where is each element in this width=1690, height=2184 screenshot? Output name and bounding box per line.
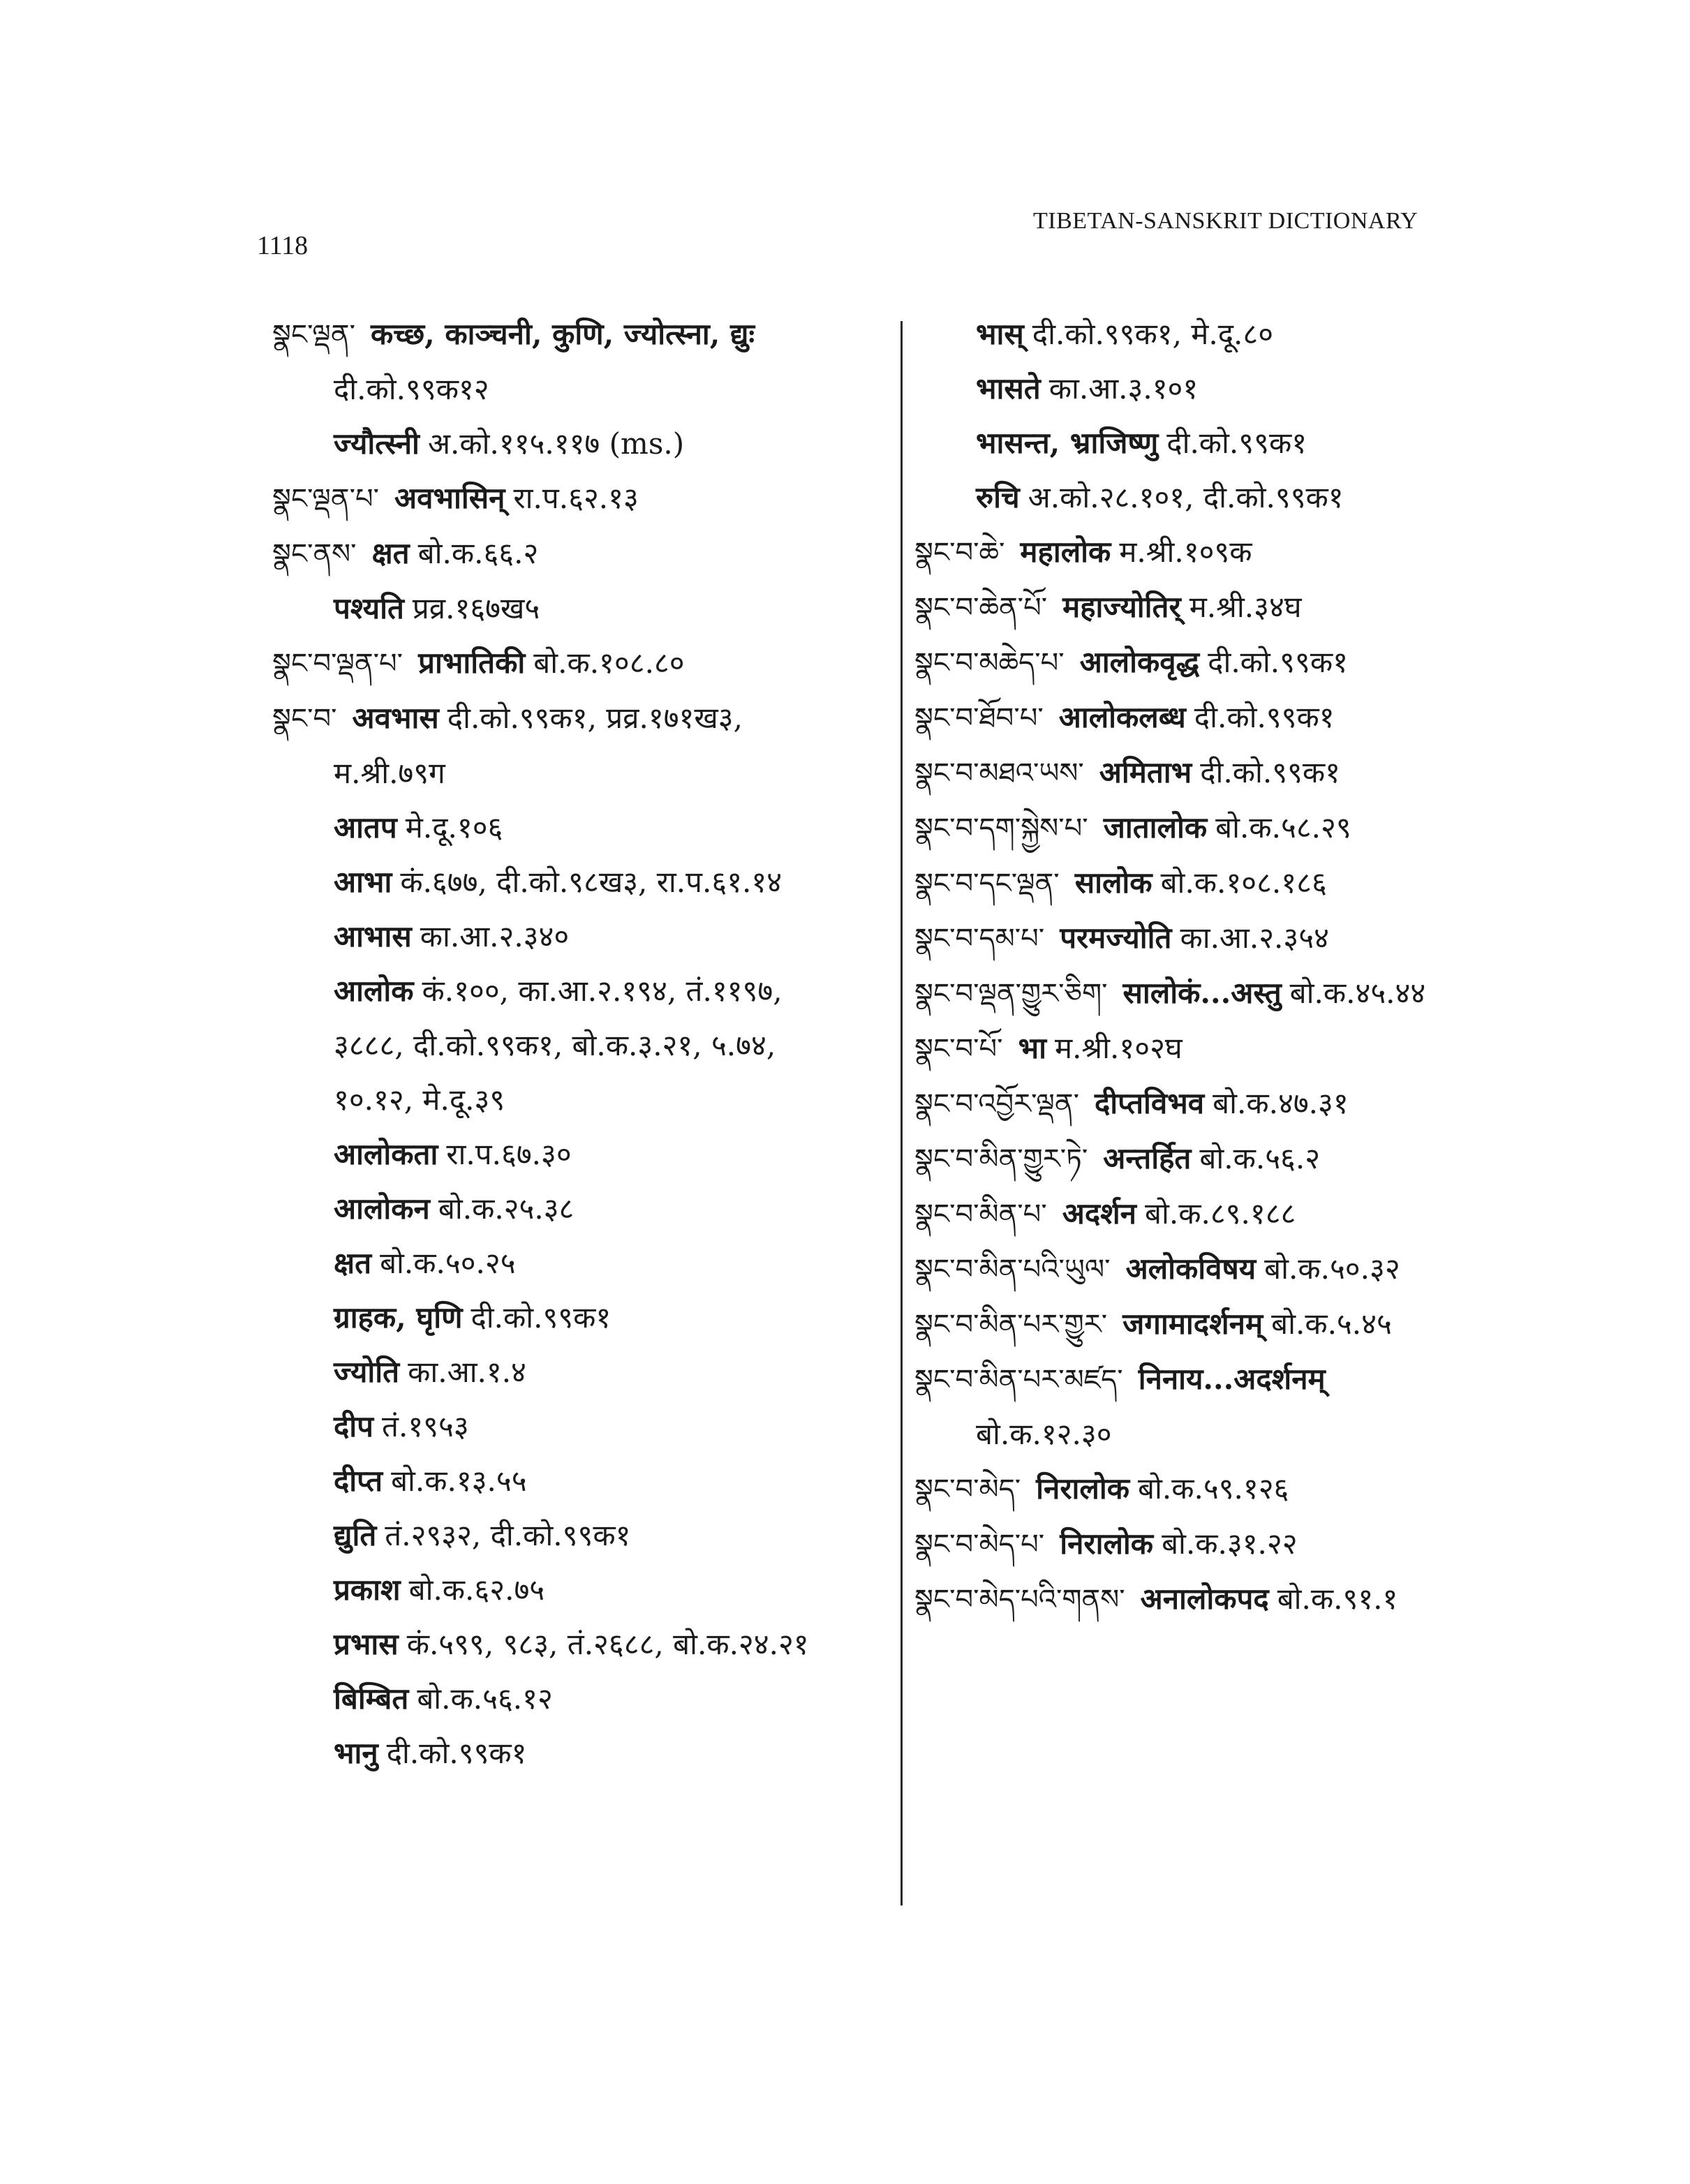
sanskrit-equivalent: आतप <box>334 810 397 845</box>
sanskrit-equivalent: निरालोक <box>1036 1471 1130 1506</box>
sanskrit-equivalent: भानु <box>334 1736 378 1770</box>
dictionary-entry <box>914 1517 1585 1572</box>
sanskrit-equivalent: आभा <box>334 865 392 899</box>
column-divider <box>900 321 903 1906</box>
dictionary-entry <box>272 1236 942 1291</box>
sanskrit-equivalent: आभास <box>334 919 412 953</box>
source-reference: दी.को.९९क१, प्रव्र.१७१ख३, <box>447 701 743 735</box>
dictionary-entry <box>914 470 1585 525</box>
source-reference: म.श्री.३४घ <box>1189 590 1302 624</box>
dictionary-entry <box>272 1345 942 1399</box>
dictionary-entry <box>914 1021 1585 1076</box>
tibetan-headword: སྣང་བ་མཆེད་པ་ <box>914 647 1065 679</box>
source-reference: १०.१२, मे.दू.३९ <box>334 1083 505 1117</box>
tibetan-headword: སྣང་བ་མེད་པ་ <box>914 1529 1045 1561</box>
sanskrit-equivalent: महालोक <box>1020 535 1111 569</box>
sanskrit-equivalent: निनाय...अदर्शनम् <box>1138 1362 1326 1396</box>
source-reference: बो.क.५.४५ <box>1271 1307 1392 1341</box>
tibetan-headword: སྣང་བ་ཐོབ་པ་ <box>914 702 1044 734</box>
source-reference: दी.को.९९क१ <box>470 1300 611 1335</box>
sanskrit-equivalent: जातालोक <box>1103 810 1208 845</box>
sanskrit-equivalent: अमिताभ <box>1099 755 1192 789</box>
sanskrit-equivalent: आलोकन <box>334 1191 430 1226</box>
tibetan-headword: སྣང་བ་ཆེན་པོ་ <box>914 592 1048 624</box>
dictionary-entry <box>914 307 1585 362</box>
source-reference: बो.क.१०८.८० <box>533 646 685 680</box>
dictionary-entry <box>272 746 942 801</box>
dictionary-entry <box>914 690 1585 745</box>
dictionary-entry <box>272 964 942 1018</box>
source-reference: बो.क.१३.५५ <box>391 1464 527 1498</box>
tibetan-headword: སྣང་ནས་ <box>272 538 357 570</box>
sanskrit-equivalent: रुचि <box>976 480 1020 514</box>
dictionary-entry <box>272 1508 942 1563</box>
sanskrit-equivalent: अलोकविषय <box>1125 1251 1257 1286</box>
source-reference: दी.को.९९क१ <box>1166 426 1307 460</box>
source-reference: बो.क.४७.३१ <box>1213 1086 1349 1120</box>
dictionary-entry <box>914 911 1585 966</box>
sanskrit-equivalent: भास् <box>976 317 1024 351</box>
tibetan-headword: སྣང་བ་དག་སྐྱེས་པ་ <box>914 812 1088 845</box>
source-reference: म.श्री.१०९क <box>1119 535 1252 569</box>
sanskrit-equivalent: प्राभातिकी <box>418 646 526 680</box>
dictionary-entry <box>272 909 942 964</box>
sanskrit-equivalent: ग्राहक, घृणि <box>334 1300 463 1335</box>
dictionary-entry <box>914 635 1585 690</box>
tibetan-headword: སྣང་བ་ལྡན་གྱུར་ཅིག་ <box>914 978 1108 1010</box>
tibetan-headword: སྣང་བ་མེད་ <box>914 1473 1021 1506</box>
dictionary-entry <box>272 1399 942 1454</box>
tibetan-headword: སྣང་བ་མིན་པ་ <box>914 1198 1047 1231</box>
tibetan-headword: སྣང་བ་དང་ལྡན་ <box>914 868 1060 900</box>
page-number: 1118 <box>257 231 309 260</box>
dictionary-entry <box>272 1018 942 1073</box>
sanskrit-equivalent: भा <box>1018 1031 1046 1065</box>
dictionary-entry <box>914 1187 1585 1242</box>
source-reference: कं.१००, का.आ.२.१९४, तं.११९७, <box>422 974 783 1008</box>
sanskrit-equivalent: भासन्त, भ्राजिष्णु <box>976 426 1159 460</box>
dictionary-entry <box>914 745 1585 801</box>
dictionary-entry <box>272 1127 942 1182</box>
dictionary-entry <box>914 1352 1585 1407</box>
dictionary-entry <box>272 1617 942 1672</box>
sanskrit-equivalent: महाज्योतिर् <box>1062 590 1181 624</box>
sanskrit-equivalent: ज्यौत्स्नी <box>334 426 420 461</box>
source-reference: बो.क.६६.२ <box>417 536 539 570</box>
sanskrit-equivalent: दीप <box>334 1409 374 1443</box>
source-reference: बो.क.४५.४४ <box>1289 976 1426 1010</box>
source-reference: मे.दू.१०६ <box>405 810 503 845</box>
tibetan-headword: སྣང་བ་ལྡན་པ་ <box>272 648 403 680</box>
source-reference: बो.क.१२.३० <box>976 1417 1112 1451</box>
dictionary-entry <box>272 526 942 581</box>
dictionary-entry <box>914 525 1585 580</box>
source-reference: बो.क.८९.१८८ <box>1145 1196 1296 1231</box>
source-reference: बो.क.५६.२ <box>1199 1141 1321 1175</box>
dictionary-entry <box>272 362 942 417</box>
tibetan-headword: སྣང་བ་མཐའ་ཡས་ <box>914 757 1084 789</box>
source-reference: तं.१९५३ <box>382 1409 469 1443</box>
dictionary-entry <box>914 1076 1585 1131</box>
sanskrit-equivalent: कच्छ, काञ्चनी, कुणि, ज्योत्स्ना, द्युः <box>371 317 755 351</box>
right-column <box>914 307 1585 1627</box>
source-reference: का.आ.२.३४० <box>420 919 570 953</box>
source-reference: बो.क.३१.२२ <box>1162 1526 1298 1561</box>
source-reference: का.आ.३.१०१ <box>1048 371 1199 406</box>
source-reference: बो.क.५०.२५ <box>380 1246 516 1280</box>
sanskrit-equivalent: दीप्त <box>334 1464 383 1498</box>
dictionary-entry <box>914 801 1585 856</box>
source-reference: म.श्री.१०२घ <box>1054 1031 1183 1065</box>
sanskrit-equivalent: अन्तर्हित <box>1103 1141 1192 1175</box>
source-reference: दी.को.९९क१ <box>1208 645 1348 679</box>
tibetan-headword: སྣང་བ་དམ་པ་ <box>914 923 1045 955</box>
sanskrit-equivalent: जगामादर्शनम् <box>1122 1307 1263 1341</box>
dictionary-entry <box>272 691 942 746</box>
sanskrit-equivalent: सालोक <box>1074 866 1152 900</box>
dictionary-entry <box>272 801 942 855</box>
tibetan-headword: སྣང་བ་ཆེ་ <box>914 537 1005 569</box>
dictionary-entry <box>272 471 942 526</box>
source-reference: बो.क.५९.१२६ <box>1138 1471 1289 1506</box>
source-reference: म.श्री.७९ग <box>334 756 445 790</box>
source-reference: अ.को.११५.११७ (ms.) <box>427 426 685 461</box>
source-reference: प्रव्र.१६७ख५ <box>412 591 540 625</box>
dictionary-entry <box>272 581 942 636</box>
source-reference: रा.प.६२.१३ <box>513 481 639 515</box>
sanskrit-equivalent: भासते <box>976 371 1041 406</box>
source-reference: बो.क.५६.१२ <box>417 1681 553 1716</box>
source-reference: बो.क.२५.३८ <box>438 1191 575 1226</box>
tibetan-headword: སྣང་བ་འབྱོར་ལྡན་ <box>914 1088 1079 1120</box>
dictionary-entry <box>272 1454 942 1508</box>
sanskrit-equivalent: क्षत <box>371 536 410 570</box>
dictionary-entry <box>272 1726 942 1781</box>
dictionary-entry <box>272 417 942 471</box>
dictionary-entry <box>914 966 1585 1021</box>
tibetan-headword: སྣང་ལྡན་པ་ <box>272 483 380 515</box>
source-reference: दी.को.९९क१ <box>1200 755 1340 789</box>
source-reference: बो.क.९१.१ <box>1277 1582 1398 1616</box>
source-reference: अ.को.२८.१०१, दी.को.९९क१ <box>1028 480 1344 514</box>
sanskrit-equivalent: द्युति <box>334 1518 377 1552</box>
dictionary-entry <box>272 1073 942 1127</box>
sanskrit-equivalent: प्रभास <box>334 1627 399 1661</box>
dictionary-entry <box>914 1242 1585 1297</box>
sanskrit-equivalent: आलोकता <box>334 1137 438 1171</box>
sanskrit-equivalent: ज्योति <box>334 1355 400 1389</box>
tibetan-headword: སྣང་བ་པོ་ <box>914 1033 1003 1065</box>
dictionary-entry <box>914 1131 1585 1187</box>
tibetan-headword: སྣང་བ་ <box>272 703 337 735</box>
source-reference: का.आ.२.३५४ <box>1180 921 1329 955</box>
source-reference: रा.प.६७.३० <box>446 1137 572 1171</box>
sanskrit-equivalent: प्रकाश <box>334 1573 401 1607</box>
sanskrit-equivalent: पश्यति <box>334 591 404 625</box>
sanskrit-equivalent: अदर्शन <box>1062 1196 1136 1231</box>
source-reference: दी.को.९९क१ <box>1194 700 1335 734</box>
source-reference: दी.को.९९क१२ <box>334 372 489 406</box>
sanskrit-equivalent: क्षत <box>334 1246 372 1280</box>
tibetan-headword: སྣང་བ་མིན་གྱུར་ཏེ་ <box>914 1143 1088 1175</box>
dictionary-entry <box>914 580 1585 635</box>
dictionary-entry <box>272 1672 942 1726</box>
dictionary-entry <box>914 416 1585 470</box>
sanskrit-equivalent: निरालोक <box>1060 1526 1154 1561</box>
dictionary-entry <box>914 362 1585 416</box>
dictionary-entry <box>914 1297 1585 1352</box>
dictionary-entry <box>272 1563 942 1617</box>
sanskrit-equivalent: आलोक <box>334 974 414 1008</box>
tibetan-headword: སྣང་བ་མིན་པར་མཛད་ <box>914 1364 1123 1396</box>
source-reference: बो.क.५८.२९ <box>1215 810 1351 845</box>
source-reference: बो.क.१०८.१८६ <box>1160 866 1327 900</box>
source-reference: कं.५९९, ९८३, तं.२६८८, बो.क.२४.२१ <box>406 1627 809 1661</box>
sanskrit-equivalent: अवभास <box>352 701 439 735</box>
sanskrit-equivalent: बिम्बित <box>334 1681 409 1716</box>
source-reference: दी.को.९९क१ <box>386 1736 527 1770</box>
sanskrit-equivalent: अवभासिन् <box>394 481 505 515</box>
sanskrit-equivalent: आलोकवृद्ध <box>1079 645 1200 679</box>
dictionary-entry <box>272 855 942 909</box>
dictionary-entry <box>914 856 1585 911</box>
dictionary-entry <box>914 1407 1585 1462</box>
dictionary-entry <box>914 1572 1585 1627</box>
sanskrit-equivalent: सालोकं...अस्तु <box>1122 976 1282 1010</box>
tibetan-headword: སྣང་ལྡན་ <box>272 319 355 351</box>
source-reference: ३८८८, दी.को.९९क१, बो.क.३.२१, ५.७४, <box>334 1028 776 1062</box>
tibetan-headword: སྣང་བ་མེད་པའི་གནས་ <box>914 1584 1125 1616</box>
dictionary-entry <box>914 1462 1585 1517</box>
dictionary-entry <box>272 307 942 362</box>
tibetan-headword: སྣང་བ་མིན་པའི་ཡུལ་ <box>914 1254 1111 1286</box>
source-reference: तं.२९३२, दी.को.९९क१ <box>385 1518 631 1552</box>
source-reference: का.आ.१.४ <box>408 1355 526 1389</box>
sanskrit-equivalent: अनालोकपद <box>1140 1582 1269 1616</box>
tibetan-headword: སྣང་བ་མིན་པར་གྱུར་ <box>914 1309 1108 1341</box>
source-reference: बो.क.५०.३२ <box>1264 1251 1400 1286</box>
dictionary-entry <box>272 1291 942 1345</box>
left-column <box>272 307 942 1781</box>
source-reference: कं.६७७, दी.को.९८ख३, रा.प.६१.१४ <box>400 865 783 899</box>
dictionary-entry <box>272 1182 942 1236</box>
sanskrit-equivalent: दीप्तविभव <box>1095 1086 1205 1120</box>
running-head: TIBETAN-SANSKRIT DICTIONARY <box>1033 208 1418 234</box>
dictionary-entry <box>272 636 942 691</box>
source-reference: दी.को.९९क१, मे.दू.८० <box>1032 317 1274 351</box>
sanskrit-equivalent: आलोकलब्ध <box>1058 700 1186 734</box>
source-reference: बो.क.६२.७५ <box>408 1573 545 1607</box>
sanskrit-equivalent: परमज्योति <box>1060 921 1172 955</box>
